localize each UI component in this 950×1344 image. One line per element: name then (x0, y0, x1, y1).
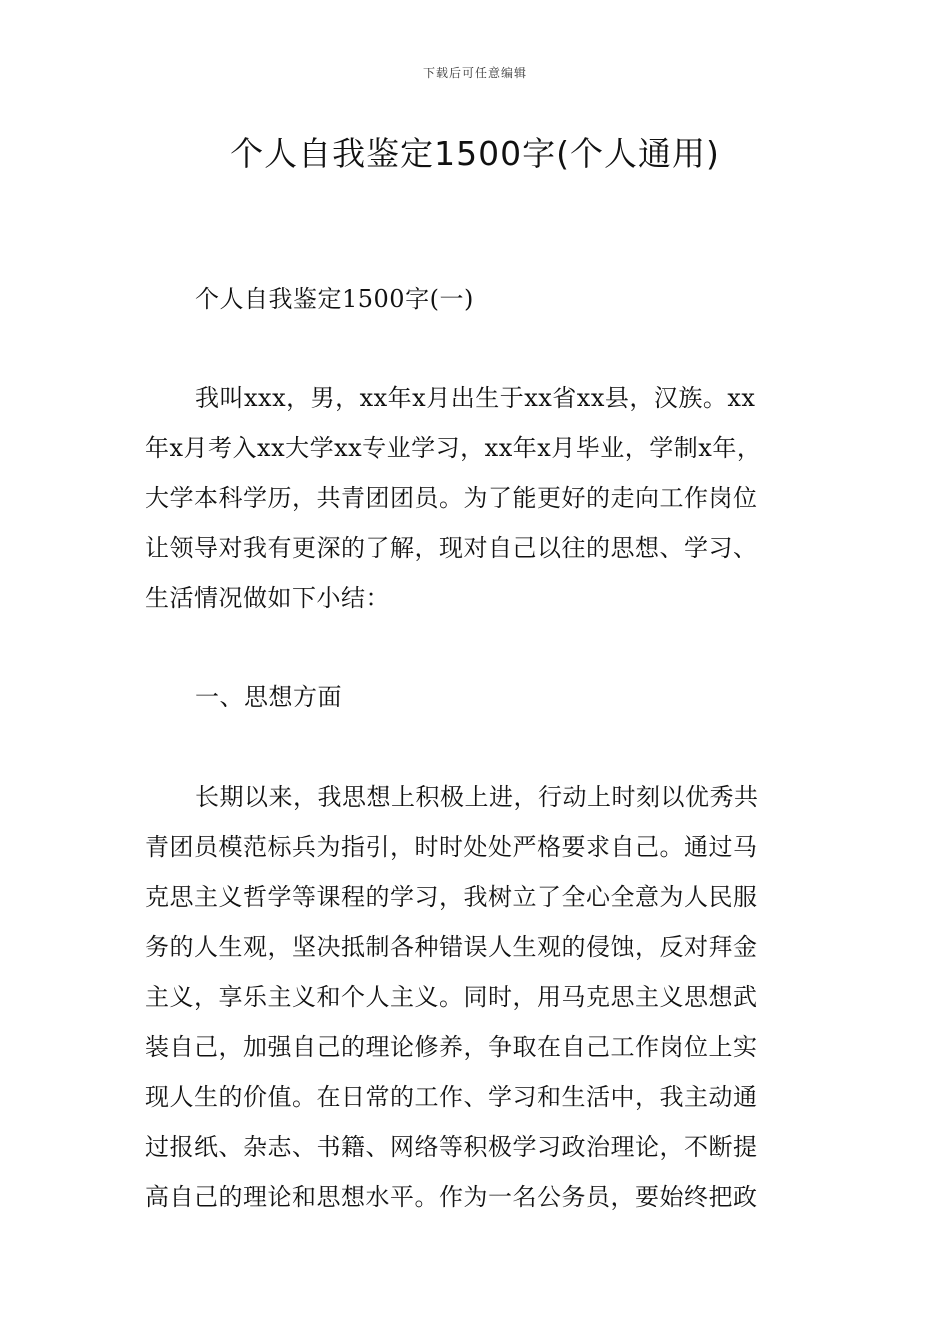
paragraph-line: 主义，享乐主义和个人主义。同时，用马克思主义思想武 (145, 983, 758, 1011)
paragraph-line: 大学本科学历，共青团团员。为了能更好的走向工作岗位 (145, 484, 758, 512)
paragraph-line: 克思主义哲学等课程的学习，我树立了全心全意为人民服 (145, 883, 758, 911)
paragraph-line: 装自己，加强自己的理论修养，争取在自己工作岗位上实 (145, 1033, 758, 1061)
paragraph-line: 长期以来，我思想上积极上进，行动上时刻以优秀共 (195, 783, 759, 811)
paragraph-line: 高自己的理论和思想水平。作为一名公务员，要始终把政 (145, 1183, 758, 1211)
section-heading: 一、思想方面 (195, 683, 342, 711)
paragraph-line: 青团员模范标兵为指引，时时处处严格要求自己。通过马 (145, 833, 758, 861)
paragraph-line: 务的人生观，坚决抵制各种错误人生观的侵蚀，反对拜金 (145, 933, 758, 961)
paragraph-line: 过报纸、杂志、书籍、网络等积极学习政治理论，不断提 (145, 1133, 758, 1161)
paragraph-line: 我叫xxx，男，xx年x月出生于xx省xx县，汉族。xx (195, 384, 756, 412)
paragraph-line: 现人生的价值。在日常的工作、学习和生活中，我主动通 (145, 1083, 758, 1111)
paragraph-line: 年x月考入xx大学xx专业学习，xx年x月毕业，学制x年， (145, 434, 762, 462)
header-note: 下载后可任意编辑 (422, 66, 527, 80)
paragraph-line: 生活情况做如下小结： (145, 584, 390, 612)
paragraph-line: 让领导对我有更深的了解，现对自己以往的思想、学习、 (145, 534, 758, 562)
document-title: 个人自我鉴定1500字(个人通用) (230, 134, 720, 173)
section-title: 个人自我鉴定1500字(一) (195, 285, 474, 313)
